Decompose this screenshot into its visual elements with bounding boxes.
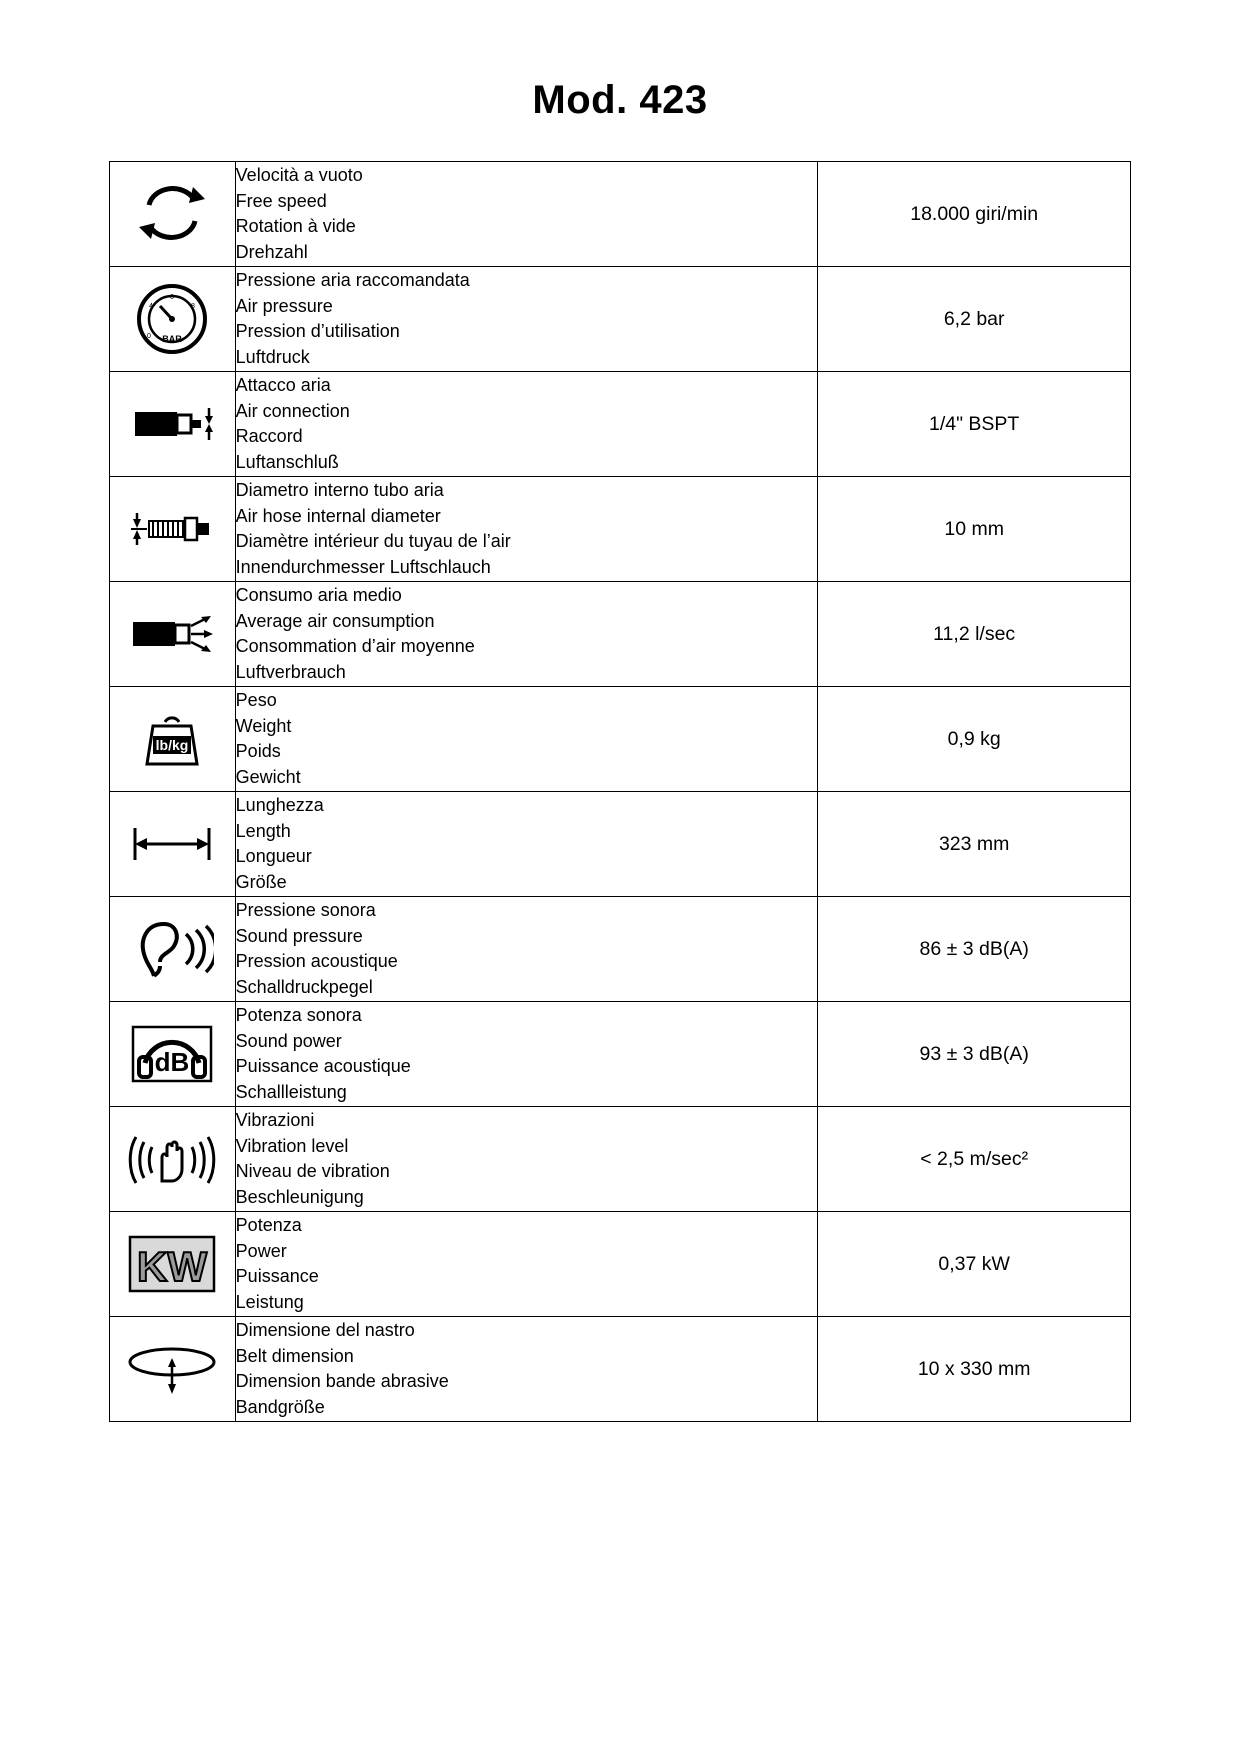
- svg-text:KW: KW: [137, 1243, 208, 1290]
- label-it: Dimensione del nastro: [235, 1320, 415, 1340]
- kw-power-icon: [124, 1222, 220, 1306]
- label-it: Attacco aria: [235, 375, 331, 395]
- icon-cell: [110, 1107, 236, 1212]
- label-de: Drehzahl: [235, 241, 308, 262]
- label-en: Average air consumption: [235, 610, 435, 631]
- icon-cell: [110, 1317, 236, 1422]
- value-cell: 18.000 giri/min: [818, 162, 1131, 267]
- label-it: Lunghezza: [235, 795, 324, 815]
- label-de: Beschleunigung: [235, 1186, 364, 1207]
- label-en: Sound power: [235, 1030, 342, 1051]
- table-row: [110, 687, 1131, 792]
- icon-cell: [110, 792, 236, 897]
- belt-dimension-icon: [124, 1327, 220, 1411]
- value-cell: 0,37 kW: [818, 1212, 1131, 1317]
- table-row: [110, 162, 1131, 267]
- specifications-table: [109, 161, 1131, 1422]
- label-fr: Puissance: [235, 1266, 319, 1286]
- label-de: Bandgröße: [235, 1396, 325, 1417]
- label-cell: [235, 897, 818, 1002]
- rotation-arrows-icon: [124, 172, 220, 256]
- label-fr: Consommation d’air moyenne: [235, 636, 475, 656]
- air-connection-icon: [124, 382, 220, 466]
- label-it: Consumo aria medio: [235, 585, 402, 605]
- vibration-hand-icon: [124, 1117, 220, 1201]
- value-cell: 11,2 l/sec: [818, 582, 1131, 687]
- label-en: Belt dimension: [235, 1345, 354, 1366]
- table-row: [110, 1317, 1131, 1422]
- label-fr: Pression d’utilisation: [235, 321, 400, 341]
- icon-cell: [110, 582, 236, 687]
- label-cell: [235, 687, 818, 792]
- svg-text:dB: dB: [154, 1047, 190, 1077]
- label-fr: Puissance acoustique: [235, 1056, 411, 1076]
- label-de: Luftverbrauch: [235, 661, 346, 682]
- label-it: Diametro interno tubo aria: [235, 480, 444, 500]
- value-cell: 10 mm: [818, 477, 1131, 582]
- value-cell: < 2,5 m/sec²: [818, 1107, 1131, 1212]
- label-en: Vibration level: [235, 1135, 349, 1156]
- table-row: [110, 1212, 1131, 1317]
- label-fr: Poids: [235, 741, 281, 761]
- label-cell: [235, 1107, 818, 1212]
- label-de: Innendurchmesser Luftschlauch: [235, 556, 491, 577]
- label-fr: Dimension bande abrasive: [235, 1371, 449, 1391]
- value-cell: 86 ± 3 dB(A): [818, 897, 1131, 1002]
- svg-text:BAR: BAR: [162, 334, 183, 344]
- table-row: [110, 1002, 1131, 1107]
- icon-cell: [110, 897, 236, 1002]
- label-cell: [235, 372, 818, 477]
- table-row: [110, 582, 1131, 687]
- icon-cell: [110, 267, 236, 372]
- label-fr: Diamètre intérieur du tuyau de l’air: [235, 531, 511, 551]
- label-cell: [235, 582, 818, 687]
- label-en: Air connection: [235, 400, 350, 421]
- icon-cell: [110, 372, 236, 477]
- label-it: Velocità a vuoto: [235, 165, 363, 185]
- label-de: Gewicht: [235, 766, 301, 787]
- ear-sound-pressure-icon: [124, 907, 220, 991]
- label-en: Weight: [235, 715, 292, 736]
- label-en: Air pressure: [235, 295, 333, 316]
- air-consumption-icon: [124, 592, 220, 676]
- svg-text:6: 6: [170, 294, 175, 301]
- icon-cell: [110, 1002, 236, 1107]
- page-title: Mod. 423: [532, 78, 708, 122]
- label-de: Größe: [235, 871, 287, 892]
- label-fr: Rotation à vide: [235, 216, 356, 236]
- table-row: [110, 1107, 1131, 1212]
- icon-cell: [110, 687, 236, 792]
- icon-cell: [110, 162, 236, 267]
- label-it: Pressione sonora: [235, 900, 376, 920]
- label-en: Sound pressure: [235, 925, 363, 946]
- label-cell: [235, 267, 818, 372]
- label-fr: Longueur: [235, 846, 312, 866]
- label-de: Luftanschluß: [235, 451, 339, 472]
- label-en: Power: [235, 1240, 287, 1261]
- value-cell: 1/4" BSPT: [818, 372, 1131, 477]
- label-it: Peso: [235, 690, 277, 710]
- value-cell: 6,2 bar: [818, 267, 1131, 372]
- svg-text:8: 8: [191, 303, 196, 310]
- value-cell: 93 ± 3 dB(A): [818, 1002, 1131, 1107]
- label-it: Vibrazioni: [235, 1110, 315, 1130]
- label-cell: [235, 477, 818, 582]
- label-en: Air hose internal diameter: [235, 505, 441, 526]
- hose-diameter-icon: [124, 487, 220, 571]
- value-cell: 323 mm: [818, 792, 1131, 897]
- icon-cell: [110, 1212, 236, 1317]
- svg-text:4: 4: [149, 303, 154, 310]
- weight-icon: [124, 697, 220, 781]
- icon-cell: [110, 477, 236, 582]
- label-cell: [235, 162, 818, 267]
- label-it: Pressione aria raccomandata: [235, 270, 470, 290]
- svg-text:lb/kg: lb/kg: [155, 737, 189, 753]
- label-fr: Pression acoustique: [235, 951, 398, 971]
- table-row: [110, 267, 1131, 372]
- length-arrow-icon: [124, 802, 220, 886]
- label-de: Schallleistung: [235, 1081, 347, 1102]
- label-de: Luftdruck: [235, 346, 310, 367]
- label-en: Free speed: [235, 190, 327, 211]
- headphones-db-icon: [124, 1012, 220, 1096]
- table-row: [110, 792, 1131, 897]
- value-cell: 10 x 330 mm: [818, 1317, 1131, 1422]
- table-row: [110, 477, 1131, 582]
- label-it: Potenza sonora: [235, 1005, 362, 1025]
- pressure-gauge-icon: [124, 277, 220, 361]
- label-cell: [235, 1317, 818, 1422]
- label-cell: [235, 1002, 818, 1107]
- label-en: Length: [235, 820, 291, 841]
- label-fr: Niveau de vibration: [235, 1161, 390, 1181]
- label-cell: [235, 792, 818, 897]
- label-it: Potenza: [235, 1215, 302, 1235]
- table-row: [110, 897, 1131, 1002]
- table-row: [110, 372, 1131, 477]
- label-de: Schalldruckpegel: [235, 976, 373, 997]
- label-cell: [235, 1212, 818, 1317]
- value-cell: 0,9 kg: [818, 687, 1131, 792]
- svg-text:0: 0: [147, 333, 152, 340]
- label-de: Leistung: [235, 1291, 304, 1312]
- label-fr: Raccord: [235, 426, 303, 446]
